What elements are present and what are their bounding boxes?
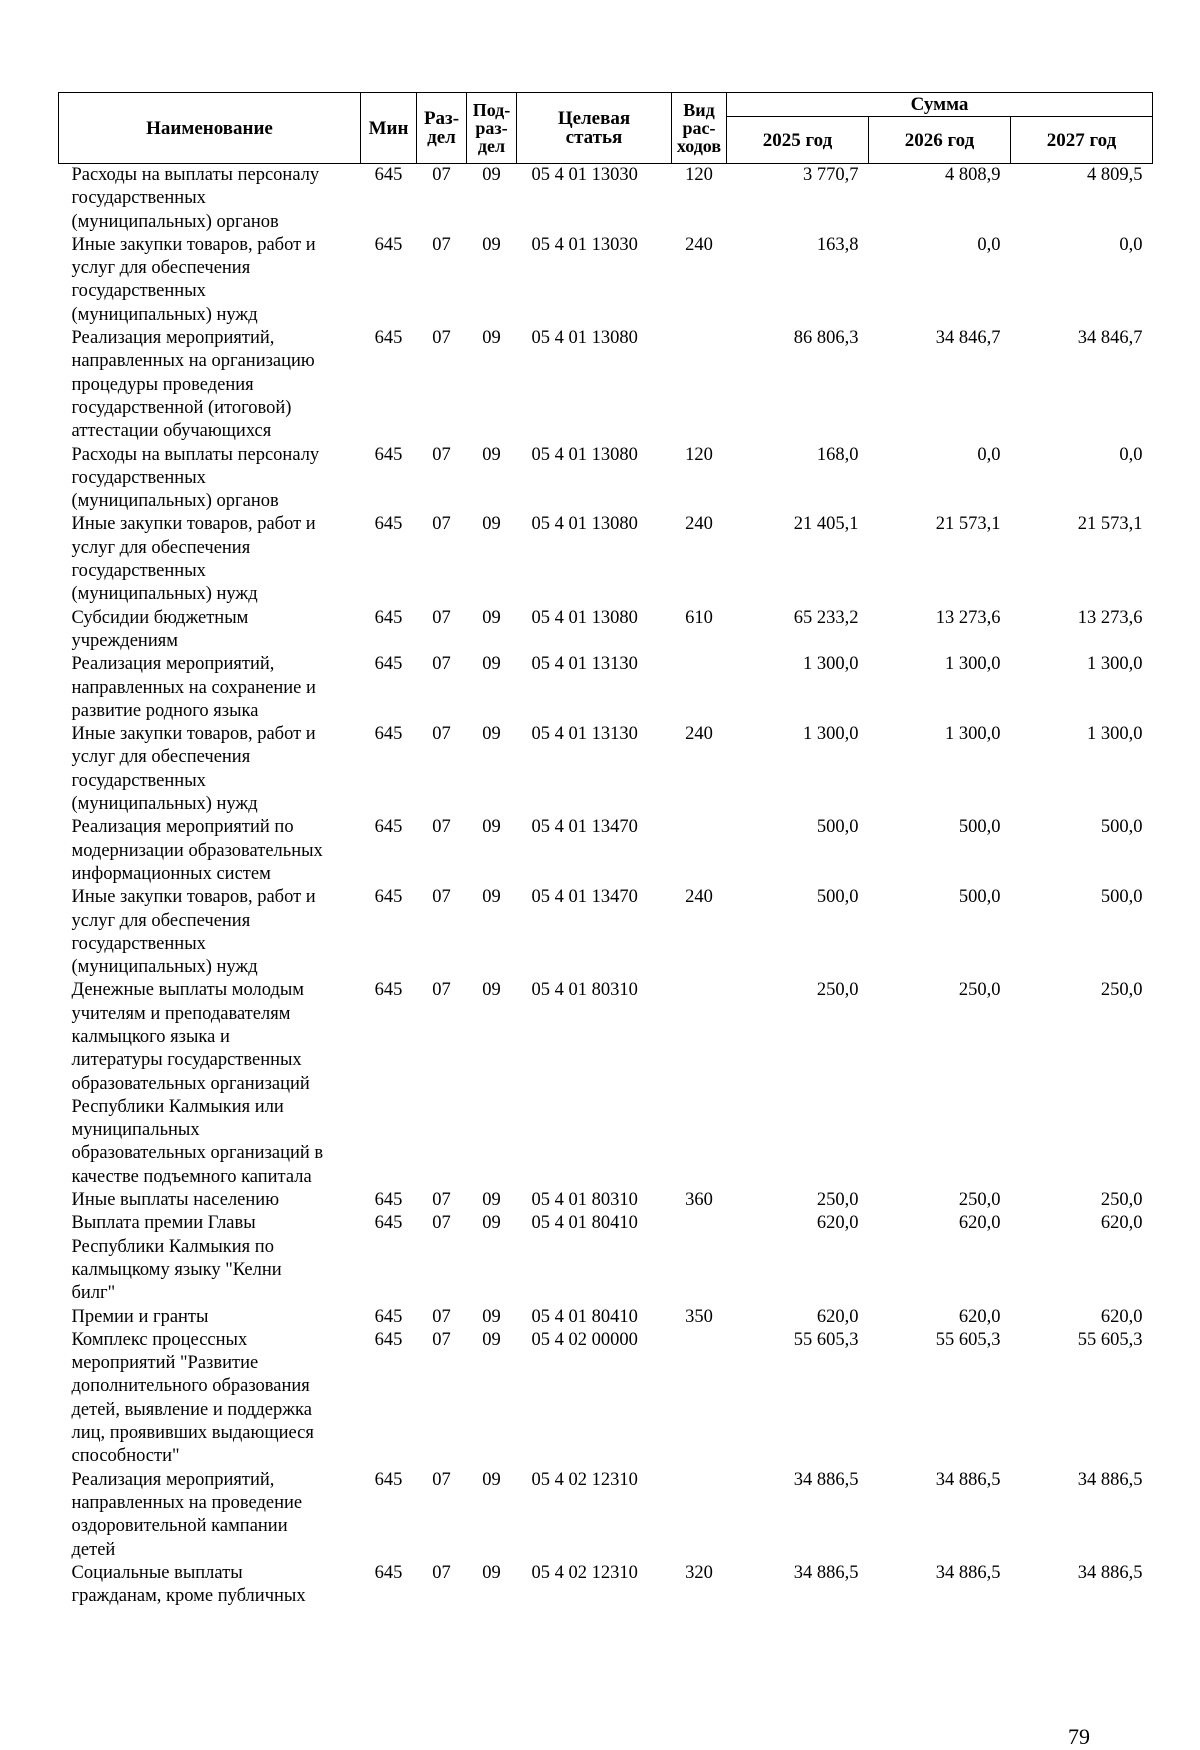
header-year-2026: 2026 год [869, 117, 1011, 164]
row-sum-2025: 65 233,2 [793, 607, 859, 628]
row-vid-rashodov [672, 816, 727, 886]
row-sum-2026: 13 273,6 [935, 607, 1001, 628]
row-sum-2025: 163,8 [816, 234, 859, 255]
table-row [59, 816, 1153, 886]
row-min: 645 [374, 817, 403, 838]
row-sum-2026: 55 605,3 [935, 1329, 1001, 1350]
row-razdel: 07 [432, 1190, 451, 1211]
row-razdel: 07 [432, 980, 451, 1001]
row-name: Социальные выплаты гражданам, кроме публичных [71, 1562, 306, 1607]
row-sum-2027: 13 273,6 [1077, 607, 1143, 628]
row-celevaya-statya: 05 4 01 80410 [531, 1213, 638, 1234]
row-sum-2026: 620,0 [958, 1306, 1001, 1327]
row-razdel: 07 [432, 514, 451, 535]
row-sum-2026: 21 573,1 [935, 514, 1001, 535]
row-sum-2027: 620,0 [1100, 1306, 1143, 1327]
row-sum-2026: 250,0 [958, 980, 1001, 1001]
row-min: 645 [374, 165, 403, 185]
header-razdel: Раз- дел [417, 93, 467, 164]
row-min: 645 [374, 1306, 403, 1327]
table-header [59, 93, 1153, 164]
row-razdel: 07 [432, 1329, 451, 1350]
row-razdel: 07 [432, 328, 451, 349]
row-vid-rashodov [672, 1212, 727, 1305]
row-vid-rashodov: 350 [685, 1306, 713, 1327]
header-name: Наименование [59, 93, 361, 164]
row-min: 645 [374, 234, 403, 255]
row-name: Выплата премии Главы Республики Калмыкия по калмыцкому языку "Келни билг" [71, 1213, 282, 1304]
row-sum-2025: 500,0 [816, 887, 859, 908]
row-sum-2027: 34 886,5 [1077, 1562, 1143, 1583]
row-vid-rashodov: 120 [685, 165, 713, 185]
row-podrazdel: 09 [482, 1306, 501, 1327]
row-podrazdel: 09 [482, 1190, 501, 1211]
row-podrazdel: 09 [482, 514, 501, 535]
row-sum-2025: 250,0 [816, 980, 859, 1001]
row-celevaya-statya: 05 4 01 80410 [531, 1306, 638, 1327]
row-name: Иные закупки товаров, работ и услуг для обеспечения государственных (муниципальных) нужд [71, 234, 316, 325]
row-vid-rashodov: 240 [685, 887, 713, 908]
row-min: 645 [374, 444, 403, 465]
row-vid-rashodov: 610 [685, 607, 713, 628]
row-razdel: 07 [432, 654, 451, 675]
row-min: 645 [374, 887, 403, 908]
row-min: 645 [374, 724, 403, 745]
row-sum-2027: 1 300,0 [1087, 654, 1143, 675]
row-min: 645 [374, 1213, 403, 1234]
row-sum-2025: 1 300,0 [803, 724, 859, 745]
row-name: Комплекс процессных мероприятий "Развитие дополнительного образования детей, выявление и поддержка лиц, проявивших выдающиеся способности" [71, 1329, 314, 1467]
budget-document-page [58, 92, 1144, 1749]
row-sum-2025: 620,0 [816, 1306, 859, 1327]
row-podrazdel: 09 [482, 328, 501, 349]
row-sum-2025: 55 605,3 [793, 1329, 859, 1350]
header-min: Мин [361, 93, 417, 164]
row-min: 645 [374, 328, 403, 349]
table-row [59, 164, 1153, 234]
row-celevaya-statya: 05 4 01 13130 [531, 654, 638, 675]
row-sum-2026: 1 300,0 [945, 654, 1001, 675]
row-podrazdel: 09 [482, 1469, 501, 1490]
header-podrazdel: Под- раз- дел [467, 93, 517, 164]
row-sum-2027: 500,0 [1100, 887, 1143, 908]
row-min: 645 [374, 607, 403, 628]
row-sum-2026: 620,0 [958, 1213, 1001, 1234]
row-podrazdel: 09 [482, 817, 501, 838]
row-razdel: 07 [432, 1469, 451, 1490]
row-sum-2026: 500,0 [958, 817, 1001, 838]
row-celevaya-statya: 05 4 01 13470 [531, 887, 638, 908]
row-vid-rashodov [672, 327, 727, 443]
row-sum-2025: 250,0 [816, 1190, 859, 1211]
row-razdel: 07 [432, 607, 451, 628]
row-celevaya-statya: 05 4 01 13030 [531, 165, 638, 185]
header-year-2027: 2027 год [1011, 117, 1153, 164]
row-name: Реализация мероприятий, направленных на сохранение и развитие родного языка [71, 654, 316, 721]
row-celevaya-statya: 05 4 01 13080 [531, 607, 638, 628]
table-row [59, 444, 1153, 514]
row-sum-2027: 4 809,5 [1087, 165, 1143, 185]
row-sum-2026: 0,0 [977, 234, 1001, 255]
row-sum-2025: 168,0 [816, 444, 859, 465]
row-podrazdel: 09 [482, 444, 501, 465]
row-sum-2025: 86 806,3 [793, 328, 859, 349]
row-razdel: 07 [432, 887, 451, 908]
row-min: 645 [374, 514, 403, 535]
table-row [59, 234, 1153, 327]
row-sum-2025: 500,0 [816, 817, 859, 838]
row-name: Реализация мероприятий, направленных на организацию процедуры проведения государственной (итоговой) аттестации обучающихся [71, 328, 315, 442]
row-vid-rashodov: 240 [685, 234, 713, 255]
header-celevaya-statya: Целевая статья [517, 93, 672, 164]
page-number: 79 [1068, 1724, 1090, 1749]
row-sum-2026: 500,0 [958, 887, 1001, 908]
table-row [59, 607, 1153, 654]
row-name: Расходы на выплаты персоналу государственных (муниципальных) органов [71, 165, 320, 232]
row-sum-2026: 34 886,5 [935, 1562, 1001, 1583]
row-podrazdel: 09 [482, 980, 501, 1001]
row-vid-rashodov: 120 [685, 444, 713, 465]
row-vid-rashodov: 320 [685, 1562, 713, 1583]
row-podrazdel: 09 [482, 165, 501, 185]
table-body [59, 164, 1153, 1609]
row-celevaya-statya: 05 4 02 12310 [531, 1469, 638, 1490]
row-razdel: 07 [432, 1562, 451, 1583]
row-podrazdel: 09 [482, 724, 501, 745]
row-sum-2027: 34 846,7 [1077, 328, 1143, 349]
row-vid-rashodov [672, 653, 727, 723]
table-row [59, 1212, 1153, 1305]
row-sum-2025: 3 770,7 [803, 165, 859, 185]
row-vid-rashodov [672, 1469, 727, 1562]
row-name: Реализация мероприятий, направленных на проведение оздоровительной кампании детей [71, 1469, 303, 1560]
row-sum-2026: 0,0 [977, 444, 1001, 465]
row-sum-2027: 21 573,1 [1077, 514, 1143, 535]
row-celevaya-statya: 05 4 02 12310 [531, 1562, 638, 1583]
row-celevaya-statya: 05 4 01 13080 [531, 444, 638, 465]
row-vid-rashodov: 240 [685, 724, 713, 745]
row-razdel: 07 [432, 724, 451, 745]
row-sum-2025: 21 405,1 [793, 514, 859, 535]
row-min: 645 [374, 1190, 403, 1211]
row-podrazdel: 09 [482, 1213, 501, 1234]
row-min: 645 [374, 1329, 403, 1350]
row-min: 645 [374, 980, 403, 1001]
row-sum-2026: 34 846,7 [935, 328, 1001, 349]
row-sum-2025: 620,0 [816, 1213, 859, 1234]
row-sum-2025: 34 886,5 [793, 1469, 859, 1490]
row-podrazdel: 09 [482, 1562, 501, 1583]
table-row [59, 1469, 1153, 1562]
row-sum-2027: 34 886,5 [1077, 1469, 1143, 1490]
table-row [59, 1329, 1153, 1469]
row-min: 645 [374, 654, 403, 675]
table-row [59, 653, 1153, 723]
table-row [59, 1562, 1153, 1609]
row-sum-2025: 1 300,0 [803, 654, 859, 675]
row-min: 645 [374, 1469, 403, 1490]
row-podrazdel: 09 [482, 1329, 501, 1350]
row-name: Субсидии бюджетным учреждениям [71, 607, 249, 651]
row-sum-2027: 1 300,0 [1087, 724, 1143, 745]
row-name: Иные закупки товаров, работ и услуг для обеспечения государственных (муниципальных) нужд [71, 887, 316, 978]
header-year-2025: 2025 год [727, 117, 869, 164]
row-sum-2026: 34 886,5 [935, 1469, 1001, 1490]
row-vid-rashodov: 240 [685, 514, 713, 535]
table-row [59, 886, 1153, 979]
row-celevaya-statya: 05 4 01 13130 [531, 724, 638, 745]
row-name: Иные закупки товаров, работ и услуг для обеспечения государственных (муниципальных) нужд [71, 514, 316, 605]
row-vid-rashodov [672, 979, 727, 1189]
row-celevaya-statya: 05 4 01 80310 [531, 980, 638, 1001]
row-sum-2025: 34 886,5 [793, 1562, 859, 1583]
row-celevaya-statya: 05 4 01 13030 [531, 234, 638, 255]
budget-table [58, 92, 1153, 1608]
row-podrazdel: 09 [482, 607, 501, 628]
header-vid-rashodov: Вид рас- ходов [672, 93, 727, 164]
table-row [59, 979, 1153, 1189]
row-name: Расходы на выплаты персоналу государственных (муниципальных) органов [71, 444, 320, 512]
row-celevaya-statya: 05 4 01 13080 [531, 514, 638, 535]
row-podrazdel: 09 [482, 887, 501, 908]
row-razdel: 07 [432, 817, 451, 838]
row-celevaya-statya: 05 4 01 80310 [531, 1190, 638, 1211]
row-sum-2026: 1 300,0 [945, 724, 1001, 745]
row-sum-2027: 55 605,3 [1077, 1329, 1143, 1350]
row-name: Денежные выплаты молодым учителям и преподавателям калмыцкого языка и литературы государственных образовательных организаций Республики Калмыкия или муниципальных образовательных организаций в качестве подъемного капитала [71, 980, 324, 1187]
row-podrazdel: 09 [482, 654, 501, 675]
row-sum-2026: 4 808,9 [945, 165, 1001, 185]
row-podrazdel: 09 [482, 234, 501, 255]
row-razdel: 07 [432, 165, 451, 185]
row-vid-rashodov: 360 [685, 1190, 713, 1211]
row-min: 645 [374, 1562, 403, 1583]
header-summa: Сумма [727, 93, 1153, 117]
row-name: Иные закупки товаров, работ и услуг для обеспечения государственных (муниципальных) нужд [71, 724, 316, 815]
row-name: Премии и гранты [71, 1306, 209, 1327]
row-sum-2026: 250,0 [958, 1190, 1001, 1211]
table-row [59, 327, 1153, 443]
row-razdel: 07 [432, 234, 451, 255]
row-name: Реализация мероприятий по модернизации образовательных информационных систем [71, 817, 323, 884]
table-row [59, 723, 1153, 816]
row-sum-2027: 0,0 [1119, 234, 1143, 255]
row-celevaya-statya: 05 4 02 00000 [531, 1329, 638, 1350]
row-sum-2027: 250,0 [1100, 980, 1143, 1001]
row-celevaya-statya: 05 4 01 13470 [531, 817, 638, 838]
row-razdel: 07 [432, 1213, 451, 1234]
row-sum-2027: 0,0 [1119, 444, 1143, 465]
row-sum-2027: 620,0 [1100, 1213, 1143, 1234]
table-row [59, 513, 1153, 606]
row-sum-2027: 250,0 [1100, 1190, 1143, 1211]
row-name: Иные выплаты населению [71, 1190, 280, 1211]
row-razdel: 07 [432, 444, 451, 465]
table-row [59, 1189, 1153, 1212]
table-row [59, 1306, 1153, 1329]
row-razdel: 07 [432, 1306, 451, 1327]
row-vid-rashodov [672, 1329, 727, 1469]
row-sum-2027: 500,0 [1100, 817, 1143, 838]
row-celevaya-statya: 05 4 01 13080 [531, 328, 638, 349]
